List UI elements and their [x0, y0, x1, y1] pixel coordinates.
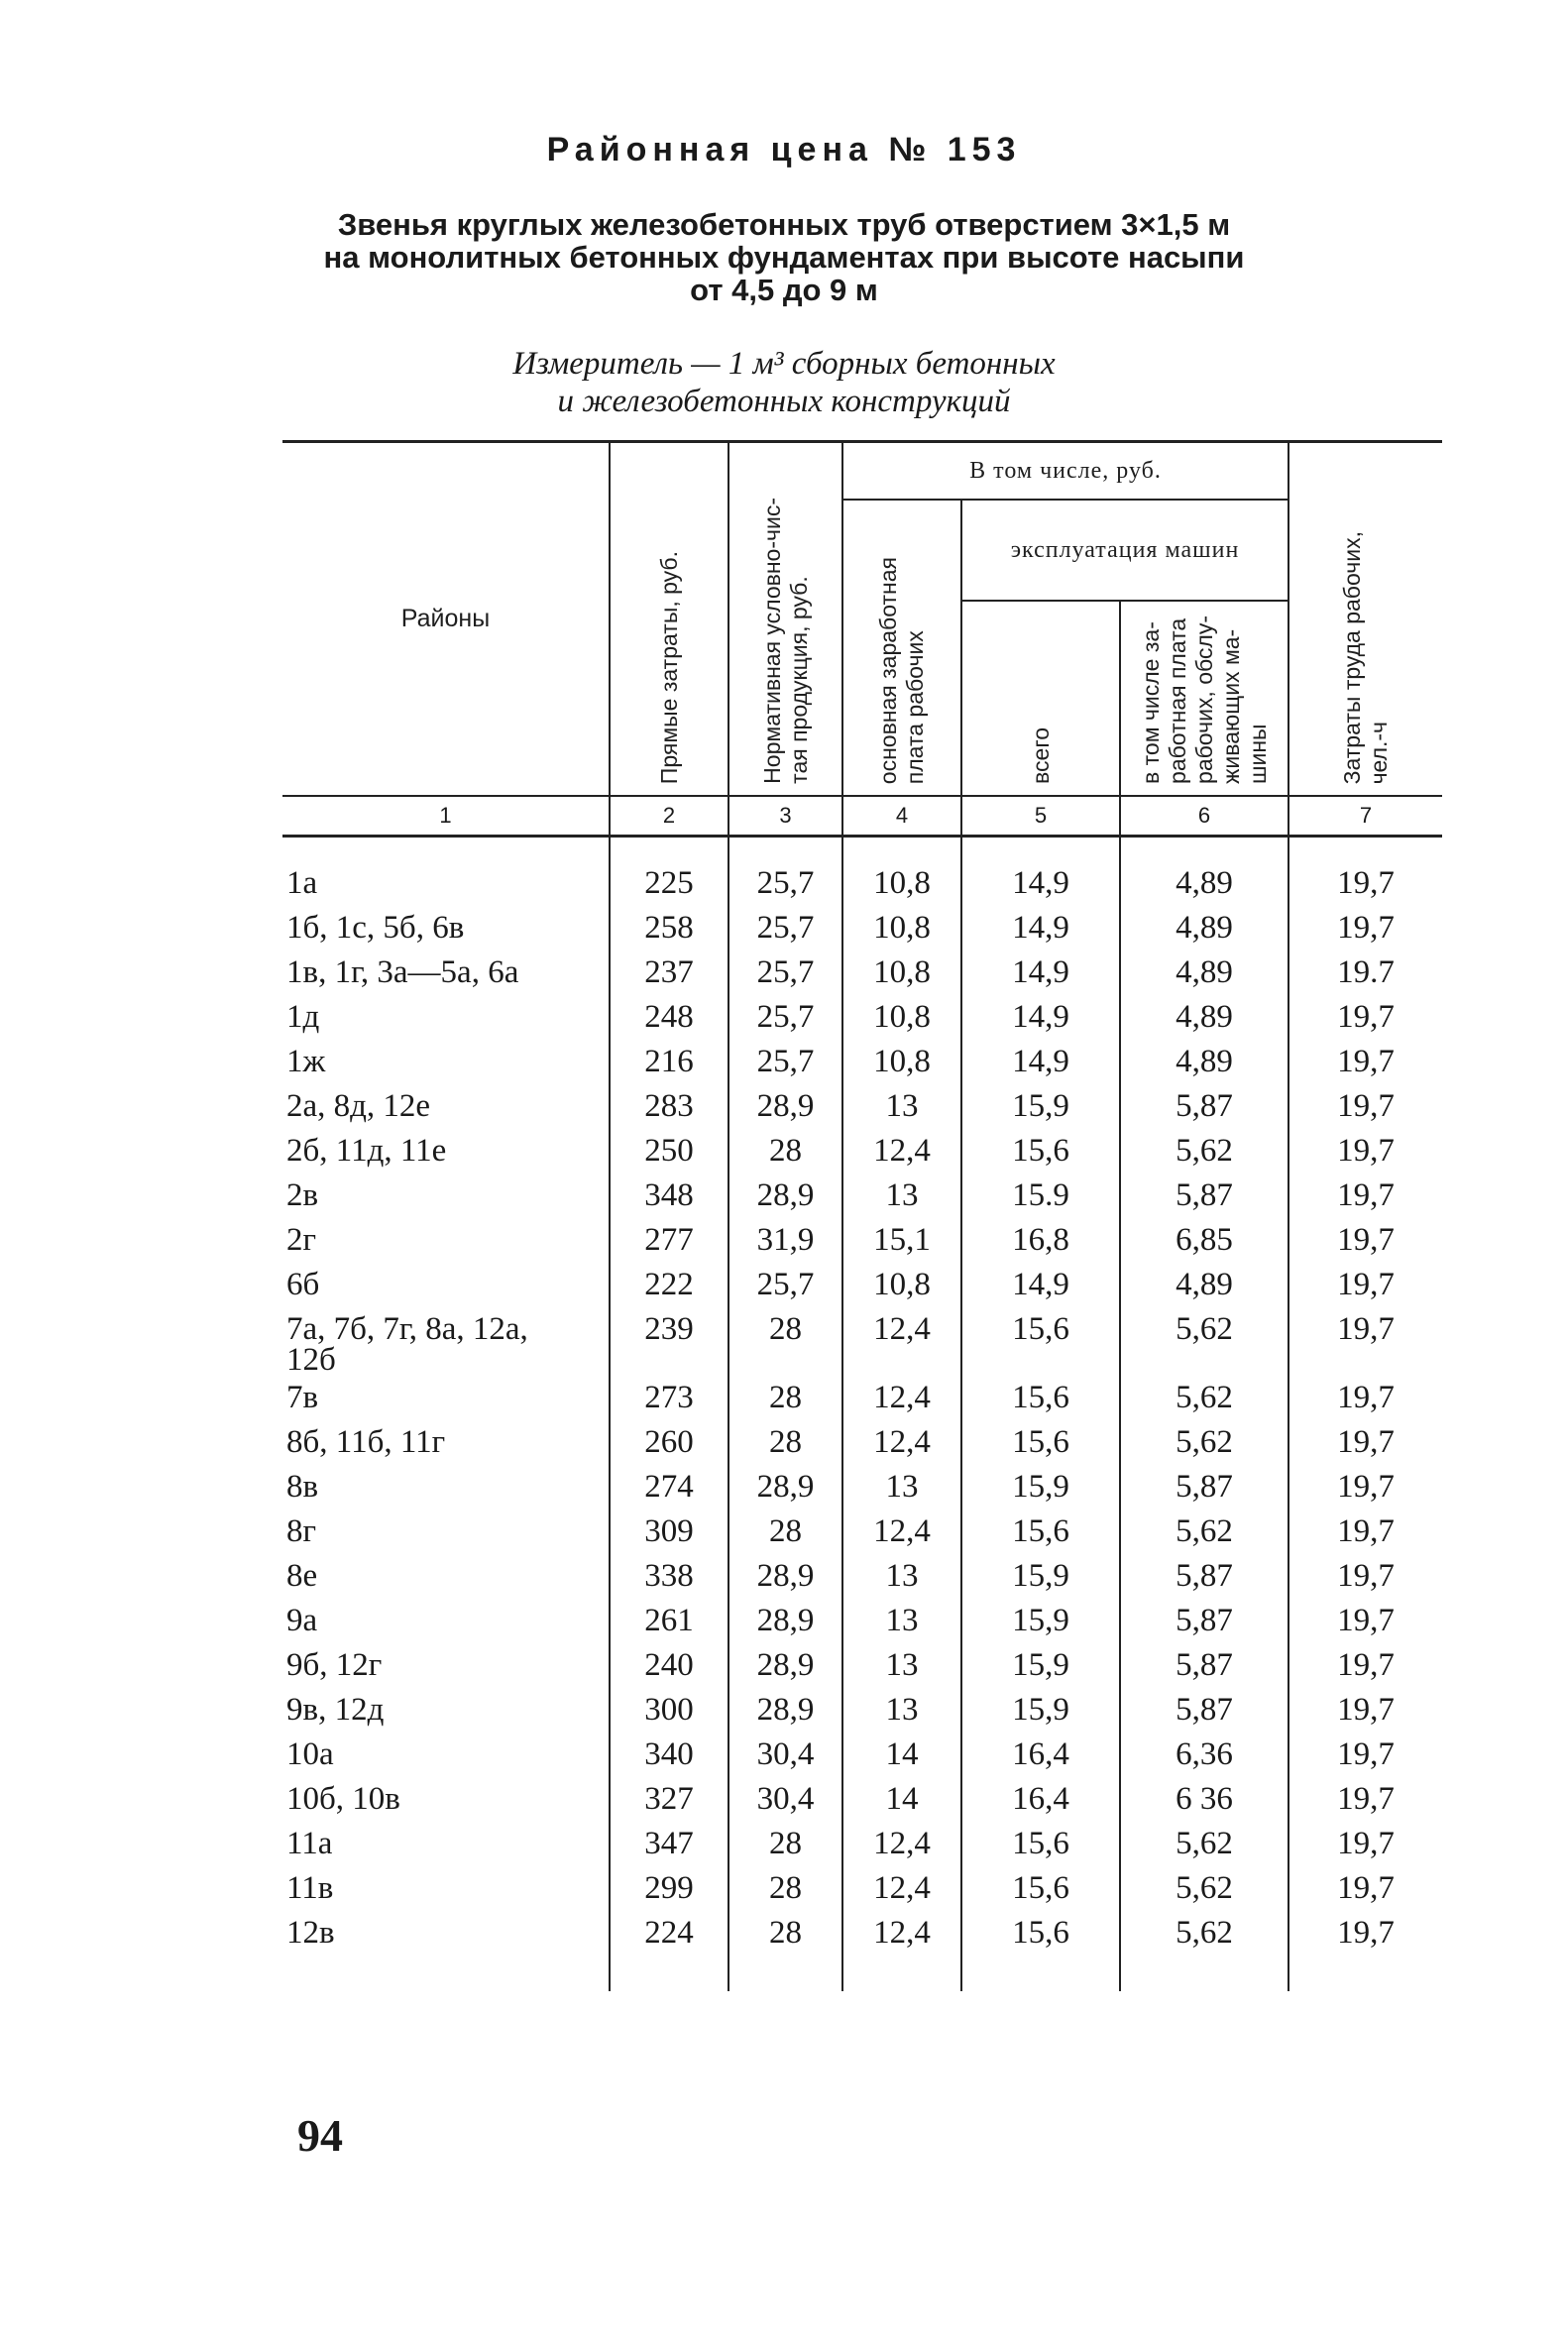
cell-base-wage: 13 — [842, 1599, 961, 1643]
table-row — [282, 1174, 1442, 1218]
table-row — [282, 1084, 1442, 1129]
cell-direct-costs: 347 — [610, 1822, 728, 1866]
cell-direct-costs: 250 — [610, 1129, 728, 1174]
cell-machines-total: 15.9 — [961, 1174, 1120, 1218]
cell-labor-costs: 19,7 — [1288, 1376, 1442, 1420]
measure-line: Измеритель — 1 м³ сборных бетонных — [512, 346, 1056, 382]
cell-machines-wage: 5,87 — [1120, 1643, 1288, 1688]
cell-machines-total: 15,9 — [961, 1643, 1120, 1688]
cell-base-wage: 13 — [842, 1554, 961, 1599]
price-table — [282, 440, 1442, 1991]
cell-labor-costs: 19,7 — [1288, 995, 1442, 1040]
cell-labor-costs: 19,7 — [1288, 1307, 1442, 1376]
header-normative-output — [728, 442, 842, 796]
cell-district: 8г — [286, 1512, 317, 1549]
cell-direct-costs: 309 — [610, 1510, 728, 1554]
cell-direct-costs: 261 — [610, 1599, 728, 1643]
cell-direct-costs: 299 — [610, 1866, 728, 1911]
page-number: 94 — [297, 2110, 343, 2161]
table-row — [282, 1554, 1442, 1599]
cell-machines-total: 15,9 — [961, 1554, 1120, 1599]
cell-machines-wage: 5,62 — [1120, 1822, 1288, 1866]
table-row — [282, 1040, 1442, 1084]
cell-base-wage: 10,8 — [842, 906, 961, 951]
cell-direct-costs: 240 — [610, 1643, 728, 1688]
cell-machines-wage: 5,87 — [1120, 1554, 1288, 1599]
table-row — [282, 1510, 1442, 1554]
table-row — [282, 1420, 1442, 1465]
table-row — [282, 906, 1442, 951]
table-row — [282, 1733, 1442, 1777]
cell-machines-wage: 5,62 — [1120, 1376, 1288, 1420]
cell-direct-costs: 348 — [610, 1174, 728, 1218]
cell-normative-output: 25,7 — [728, 1263, 842, 1307]
header-normative-output-label: Нормативная условно-чис- тая продукция, руб. — [758, 498, 812, 784]
cell-normative-output: 28 — [728, 1822, 842, 1866]
cell-labor-costs: 19,7 — [1288, 906, 1442, 951]
cell-normative-output: 28,9 — [728, 1554, 842, 1599]
cell-machines-wage: 5,62 — [1120, 1129, 1288, 1174]
table-row — [282, 1643, 1442, 1688]
table-row — [282, 1599, 1442, 1643]
cell-base-wage: 14 — [842, 1777, 961, 1822]
cell-normative-output: 28 — [728, 1307, 842, 1376]
subtitle-line: на монолитных бетонных фундаментах при высоте насыпи — [323, 240, 1245, 275]
cell-machines-total: 15,6 — [961, 1129, 1120, 1174]
cell-normative-output: 28 — [728, 1866, 842, 1911]
column-number: 5 — [961, 796, 1120, 837]
column-number: 3 — [728, 796, 842, 837]
cell-base-wage: 10,8 — [842, 951, 961, 995]
cell-normative-output: 28,9 — [728, 1688, 842, 1733]
header-machine-operation: эксплуатация машин — [961, 500, 1288, 601]
cell-direct-costs: 225 — [610, 861, 728, 906]
cell-base-wage: 12,4 — [842, 1129, 961, 1174]
cell-machines-total: 16,8 — [961, 1218, 1120, 1263]
cell-district: 1а — [286, 864, 318, 901]
cell-base-wage: 13 — [842, 1084, 961, 1129]
cell-labor-costs: 19,7 — [1288, 1129, 1442, 1174]
cell-direct-costs: 222 — [610, 1263, 728, 1307]
table-row — [282, 1218, 1442, 1263]
cell-normative-output: 30,4 — [728, 1777, 842, 1822]
header-labor-costs-label: Затраты труда рабочих, чел.-ч — [1339, 530, 1393, 784]
table-row — [282, 1376, 1442, 1420]
header-labor-costs — [1288, 442, 1442, 796]
cell-district: 1в, 1г, 3а—5а, 6а — [286, 953, 519, 990]
cell-machines-wage: 4,89 — [1120, 951, 1288, 995]
cell-normative-output: 28 — [728, 1376, 842, 1420]
cell-district: 6б — [286, 1266, 320, 1302]
cell-direct-costs: 277 — [610, 1218, 728, 1263]
cell-labor-costs: 19,7 — [1288, 1643, 1442, 1688]
table-row — [282, 1129, 1442, 1174]
header-base-wage — [842, 500, 961, 796]
cell-normative-output: 28 — [728, 1911, 842, 1956]
cell-base-wage: 12,4 — [842, 1307, 961, 1376]
cell-base-wage: 13 — [842, 1465, 961, 1510]
cell-machines-wage: 4,89 — [1120, 861, 1288, 906]
cell-base-wage: 10,8 — [842, 861, 961, 906]
cell-machines-total: 15,9 — [961, 1599, 1120, 1643]
cell-district: 2б, 11д, 11е — [286, 1132, 447, 1169]
cell-normative-output: 25,7 — [728, 951, 842, 995]
cell-machines-wage: 4,89 — [1120, 995, 1288, 1040]
cell-base-wage: 12,4 — [842, 1866, 961, 1911]
cell-labor-costs: 19,7 — [1288, 861, 1442, 906]
cell-direct-costs: 300 — [610, 1688, 728, 1733]
header-machines-total-label: всего — [1027, 727, 1054, 784]
cell-machines-total: 15,6 — [961, 1376, 1120, 1420]
cell-district: 11в — [286, 1869, 334, 1906]
cell-base-wage: 13 — [842, 1643, 961, 1688]
cell-district: 10б, 10в — [286, 1780, 400, 1817]
cell-normative-output: 30,4 — [728, 1733, 842, 1777]
header-including: В том числе, руб. — [842, 442, 1288, 501]
header-direct-costs — [610, 442, 728, 796]
column-number: 7 — [1288, 796, 1442, 837]
cell-base-wage: 14 — [842, 1733, 961, 1777]
cell-machines-total: 14,9 — [961, 906, 1120, 951]
cell-machines-total: 14,9 — [961, 861, 1120, 906]
cell-normative-output: 25,7 — [728, 995, 842, 1040]
header-machines-total — [961, 601, 1120, 796]
cell-machines-wage: 5,87 — [1120, 1465, 1288, 1510]
cell-machines-total: 15,9 — [961, 1688, 1120, 1733]
cell-direct-costs: 216 — [610, 1040, 728, 1084]
header-districts: Районы — [282, 442, 610, 796]
cell-district: 8б, 11б, 11г — [286, 1423, 446, 1460]
cell-district: 2в — [286, 1176, 319, 1213]
cell-district: 9а — [286, 1602, 318, 1638]
cell-labor-costs: 19,7 — [1288, 1822, 1442, 1866]
cell-base-wage: 12,4 — [842, 1376, 961, 1420]
cell-labor-costs: 19,7 — [1288, 1218, 1442, 1263]
cell-normative-output: 28,9 — [728, 1174, 842, 1218]
cell-district: 12в — [286, 1914, 335, 1951]
table-row — [282, 1777, 1442, 1822]
cell-machines-wage: 5,87 — [1120, 1084, 1288, 1129]
cell-normative-output: 28 — [728, 1420, 842, 1465]
cell-base-wage: 13 — [842, 1174, 961, 1218]
cell-normative-output: 28,9 — [728, 1643, 842, 1688]
cell-district: 7а, 7б, 7г, 8а, 12а, 12б — [286, 1310, 528, 1378]
cell-machines-wage: 4,89 — [1120, 1040, 1288, 1084]
cell-direct-costs: 340 — [610, 1733, 728, 1777]
cell-labor-costs: 19,7 — [1288, 1174, 1442, 1218]
table-end-spacer — [282, 1956, 1442, 1991]
cell-machines-wage: 5,87 — [1120, 1599, 1288, 1643]
cell-machines-total: 15,9 — [961, 1084, 1120, 1129]
cell-direct-costs: 258 — [610, 906, 728, 951]
header-machines-wage — [1120, 601, 1288, 796]
cell-district: 2г — [286, 1221, 317, 1258]
cell-machines-wage: 4,89 — [1120, 906, 1288, 951]
cell-labor-costs: 19,7 — [1288, 1510, 1442, 1554]
header-direct-costs-label: Прямые затраты, руб. — [655, 550, 682, 784]
cell-labor-costs: 19,7 — [1288, 1420, 1442, 1465]
cell-direct-costs: 248 — [610, 995, 728, 1040]
cell-normative-output: 28,9 — [728, 1084, 842, 1129]
spacer-row — [282, 836, 1442, 861]
cell-machines-wage: 5,87 — [1120, 1174, 1288, 1218]
cell-labor-costs: 19,7 — [1288, 1554, 1442, 1599]
cell-machines-wage: 6 36 — [1120, 1777, 1288, 1822]
subtitle-line: Звенья круглых железобетонных труб отверстием 3×1,5 м — [337, 207, 1231, 242]
subtitle-line: от 4,5 до 9 м — [690, 273, 878, 307]
cell-machines-wage: 6,85 — [1120, 1218, 1288, 1263]
cell-direct-costs: 239 — [610, 1307, 728, 1376]
cell-district: 1д — [286, 998, 320, 1035]
table-row — [282, 995, 1442, 1040]
cell-direct-costs: 274 — [610, 1465, 728, 1510]
column-number: 4 — [842, 796, 961, 837]
cell-labor-costs: 19,7 — [1288, 1263, 1442, 1307]
cell-district: 2а, 8д, 12е — [286, 1087, 431, 1124]
cell-normative-output: 28,9 — [728, 1465, 842, 1510]
cell-machines-wage: 5,62 — [1120, 1911, 1288, 1956]
cell-district: 9в, 12д — [286, 1691, 385, 1728]
cell-machines-wage: 4,89 — [1120, 1263, 1288, 1307]
cell-machines-total: 15,6 — [961, 1822, 1120, 1866]
column-number: 1 — [282, 796, 610, 837]
cell-district: 1ж — [286, 1043, 326, 1079]
cell-base-wage: 15,1 — [842, 1218, 961, 1263]
cell-labor-costs: 19,7 — [1288, 1911, 1442, 1956]
cell-machines-total: 15,6 — [961, 1307, 1120, 1376]
cell-labor-costs: 19,7 — [1288, 1465, 1442, 1510]
table-row — [282, 1866, 1442, 1911]
cell-direct-costs: 283 — [610, 1084, 728, 1129]
cell-base-wage: 12,4 — [842, 1420, 961, 1465]
cell-machines-total: 15,6 — [961, 1420, 1120, 1465]
cell-direct-costs: 260 — [610, 1420, 728, 1465]
cell-normative-output: 31,9 — [728, 1218, 842, 1263]
cell-machines-total: 14,9 — [961, 951, 1120, 995]
table-row — [282, 1822, 1442, 1866]
header-machines-wage-label: в том числе за- работная плата рабочих, обслу- живающих ма- шины — [1137, 615, 1271, 784]
table-row — [282, 1307, 1442, 1376]
cell-labor-costs: 19,7 — [1288, 1599, 1442, 1643]
cell-normative-output: 28,9 — [728, 1599, 842, 1643]
cell-machines-wage: 5,62 — [1120, 1866, 1288, 1911]
cell-district: 11а — [286, 1825, 333, 1861]
cell-machines-wage: 5,62 — [1120, 1420, 1288, 1465]
cell-machines-total: 14,9 — [961, 1263, 1120, 1307]
cell-base-wage: 10,8 — [842, 995, 961, 1040]
cell-machines-wage: 5,62 — [1120, 1510, 1288, 1554]
table-body — [282, 796, 1442, 1991]
measure-line: и железобетонных конструкций — [557, 384, 1011, 419]
cell-district: 1б, 1с, 5б, 6в — [286, 909, 465, 946]
cell-labor-costs: 19,7 — [1288, 1688, 1442, 1733]
cell-machines-wage: 5,62 — [1120, 1307, 1288, 1376]
measurement-unit — [0, 345, 1568, 420]
cell-base-wage: 12,4 — [842, 1822, 961, 1866]
cell-district: 8в — [286, 1468, 319, 1505]
cell-direct-costs: 237 — [610, 951, 728, 995]
table-subtitle — [0, 208, 1568, 306]
cell-labor-costs: 19,7 — [1288, 1084, 1442, 1129]
cell-normative-output: 25,7 — [728, 906, 842, 951]
table-row — [282, 1465, 1442, 1510]
cell-base-wage: 10,8 — [842, 1040, 961, 1084]
cell-machines-total: 15,9 — [961, 1465, 1120, 1510]
header-base-wage-label: основная заработная плата рабочих — [875, 556, 928, 784]
cell-machines-wage: 5,87 — [1120, 1688, 1288, 1733]
cell-district: 8е — [286, 1557, 318, 1594]
table-row — [282, 951, 1442, 995]
cell-base-wage: 10,8 — [842, 1263, 961, 1307]
page-title: Районная цена № 153 — [546, 131, 1022, 168]
cell-district: 10а — [286, 1735, 334, 1772]
cell-labor-costs: 19,7 — [1288, 1733, 1442, 1777]
cell-direct-costs: 338 — [610, 1554, 728, 1599]
cell-normative-output: 28 — [728, 1510, 842, 1554]
table-row — [282, 1688, 1442, 1733]
cell-direct-costs: 273 — [610, 1376, 728, 1420]
cell-normative-output: 25,7 — [728, 861, 842, 906]
cell-labor-costs: 19,7 — [1288, 1777, 1442, 1822]
cell-machines-total: 16,4 — [961, 1777, 1120, 1822]
column-number-row — [282, 796, 1442, 837]
cell-direct-costs: 224 — [610, 1911, 728, 1956]
cell-base-wage: 12,4 — [842, 1510, 961, 1554]
cell-direct-costs: 327 — [610, 1777, 728, 1822]
cell-machines-total: 15,6 — [961, 1911, 1120, 1956]
cell-machines-total: 14,9 — [961, 1040, 1120, 1084]
cell-labor-costs: 19.7 — [1288, 951, 1442, 995]
cell-district: 9б, 12г — [286, 1646, 383, 1683]
cell-normative-output: 25,7 — [728, 1040, 842, 1084]
cell-machines-total: 15,6 — [961, 1866, 1120, 1911]
cell-machines-wage: 6,36 — [1120, 1733, 1288, 1777]
cell-labor-costs: 19,7 — [1288, 1040, 1442, 1084]
column-number: 6 — [1120, 796, 1288, 837]
table-row — [282, 1911, 1442, 1956]
table-row — [282, 1263, 1442, 1307]
table-row — [282, 861, 1442, 906]
cell-labor-costs: 19,7 — [1288, 1866, 1442, 1911]
column-number: 2 — [610, 796, 728, 837]
cell-district: 7в — [286, 1379, 319, 1415]
cell-base-wage: 13 — [842, 1688, 961, 1733]
cell-normative-output: 28 — [728, 1129, 842, 1174]
cell-base-wage: 12,4 — [842, 1911, 961, 1956]
cell-machines-total: 15,6 — [961, 1510, 1120, 1554]
cell-machines-total: 16,4 — [961, 1733, 1120, 1777]
cell-machines-total: 14,9 — [961, 995, 1120, 1040]
